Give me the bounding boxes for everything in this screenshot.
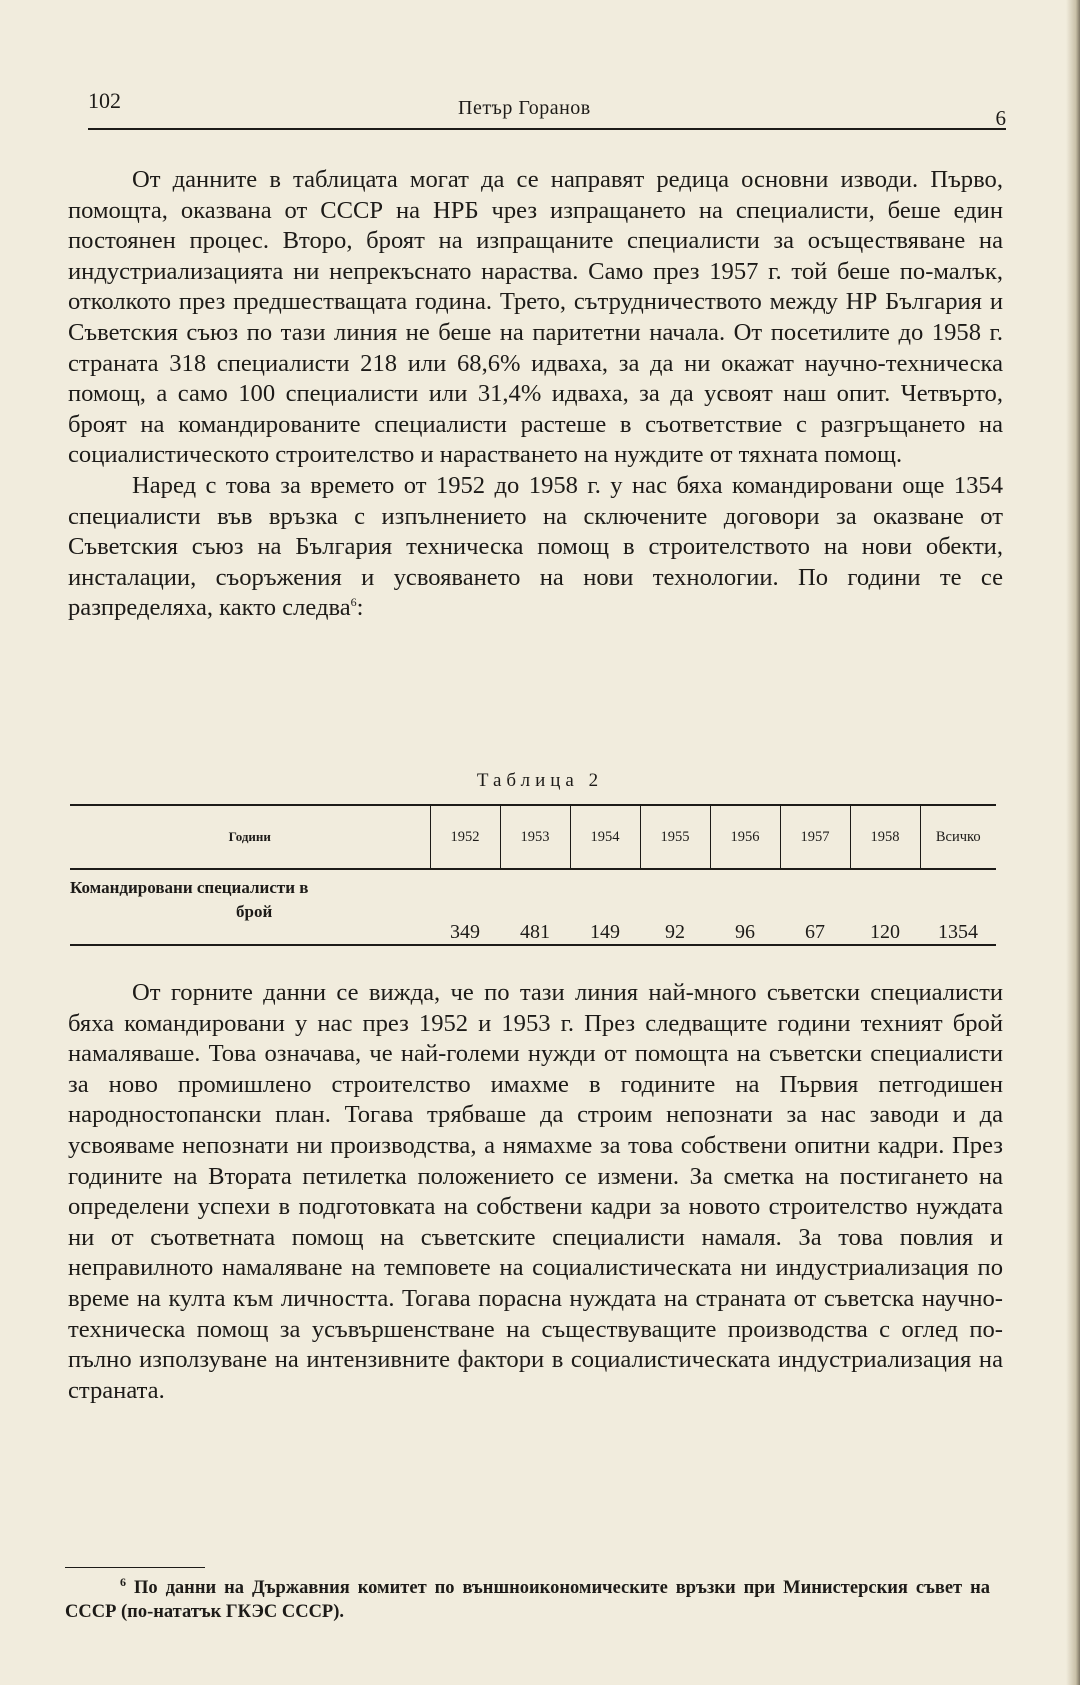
footnote-reference: 6 [350, 595, 357, 610]
table-header-row [70, 805, 996, 869]
row-label [70, 869, 430, 945]
header-label-years: Години [70, 805, 430, 869]
table-caption: Таблица 2 [476, 770, 604, 791]
total-value-cell: 1354 [920, 869, 996, 945]
total-header-cell: Всичко [920, 805, 996, 869]
row-label-line2: брой [236, 902, 273, 921]
paragraph-commissioned-text: Наред с това за времето от 1952 до 1958 г. у нас бяха командировани още 1354 специалисти във връзка с изпълнението на сключените договори за оказване от Съветския съюз на България техническа помощ в строителството на нови обекти, инсталации, съоръжения и усвояването на нови технологии. По години те се разпределяха, както следва [68, 471, 1003, 622]
body-text-top [68, 165, 1003, 624]
year-cell: 1954 [570, 805, 640, 869]
paragraph-commissioned [68, 471, 1003, 624]
page-number: 102 [88, 88, 121, 113]
value-cell: 92 [640, 869, 710, 945]
footnote-number: 6 [120, 1574, 126, 1589]
year-cell: 1956 [710, 805, 780, 869]
footnote-divider [65, 1567, 205, 1568]
value-cell: 67 [780, 869, 850, 945]
value-cell: 349 [430, 869, 500, 945]
paragraph-conclusions: От данните в таблицата могат да се направят редица основни изводи. Първо, помощта, оказвана от СССР на НРБ чрез изпращането на специалисти, беше един постоянен процес. Второ, броят на изпращаните специалисти за осъществяване на индустриализацията ни непрекъснато нараства. Само през 1957 г. той беше по-малък, отколкото през предшестващата година. Трето, сътрудничеството между НР България и Съветския съюз по тази линия не беше на паритетни начала. От посетилите до 1958 г. страната 318 специалисти 218 или 68,6% идваха, за да ни окажат научно-техническа помощ, а само 100 специалисти или 31,4% идваха, за да усвоят наш опит. Четвърто, броят на командированите специалисти растеше в съответствие с разгръщането на социалистическото строителство и нарастването на нуждите от тяхната помощ. [68, 166, 1003, 469]
year-cell: 1953 [500, 805, 570, 869]
year-cell: 1957 [780, 805, 850, 869]
paragraph-analysis: От горните данни се вижда, че по тази линия най-много съветски специалисти бяха командировани у нас през 1952 и 1953 г. През следващите години техният брой намаляваше. Това означава, че най-големи нужди от помощта на съветски специалисти за ново промишлено строителство имахме в годините на Първия петгодишен народностопански план. Тогава трябваше да строим непознати за нас заводи и да усвояваме непознати ни производства, а нямахме за това собствени опитни кадри. През годините на Втората петилетка положението се измени. За сметка на постигането на определени успехи в подготовката на собствени кадри за новото строителство нуждата ни от съответната помощ на съветските специалисти намаля. За това повлия и неправилното намаляване на темповете на социалистическата ни индустриализация по време на култа към личността. Тогава порасна нуждата на страната от съветска научно-техническа помощ за усъвършенстване на съществуващите производства с оглед по-пълно използуване на интензивните фактори в социалистическата индустриализация на страната. [68, 979, 1003, 1404]
table-row [70, 869, 996, 945]
footnote-text: По данни на Държавния комитет по външноикономическите връзки при Министерския съвет на СССР (по-нататък ГКЭС СССР). [65, 1578, 991, 1622]
value-cell: 149 [570, 869, 640, 945]
body-text-bottom [68, 978, 1003, 1406]
year-cell: 1955 [640, 805, 710, 869]
page-edge-shadow [1066, 0, 1080, 1685]
value-cell: 96 [710, 869, 780, 945]
value-cell: 120 [850, 869, 920, 945]
signature-number: 6 [995, 106, 1006, 130]
year-cell: 1952 [430, 805, 500, 869]
specialists-table [70, 804, 996, 946]
footnote [65, 1576, 990, 1624]
running-header [88, 88, 1006, 130]
running-title: Петър Горанов [458, 97, 591, 119]
row-label-line1: Командировани специалисти в [70, 878, 309, 897]
value-cell: 481 [500, 869, 570, 945]
paragraph-commissioned-colon: : [356, 594, 364, 622]
year-cell: 1958 [850, 805, 920, 869]
